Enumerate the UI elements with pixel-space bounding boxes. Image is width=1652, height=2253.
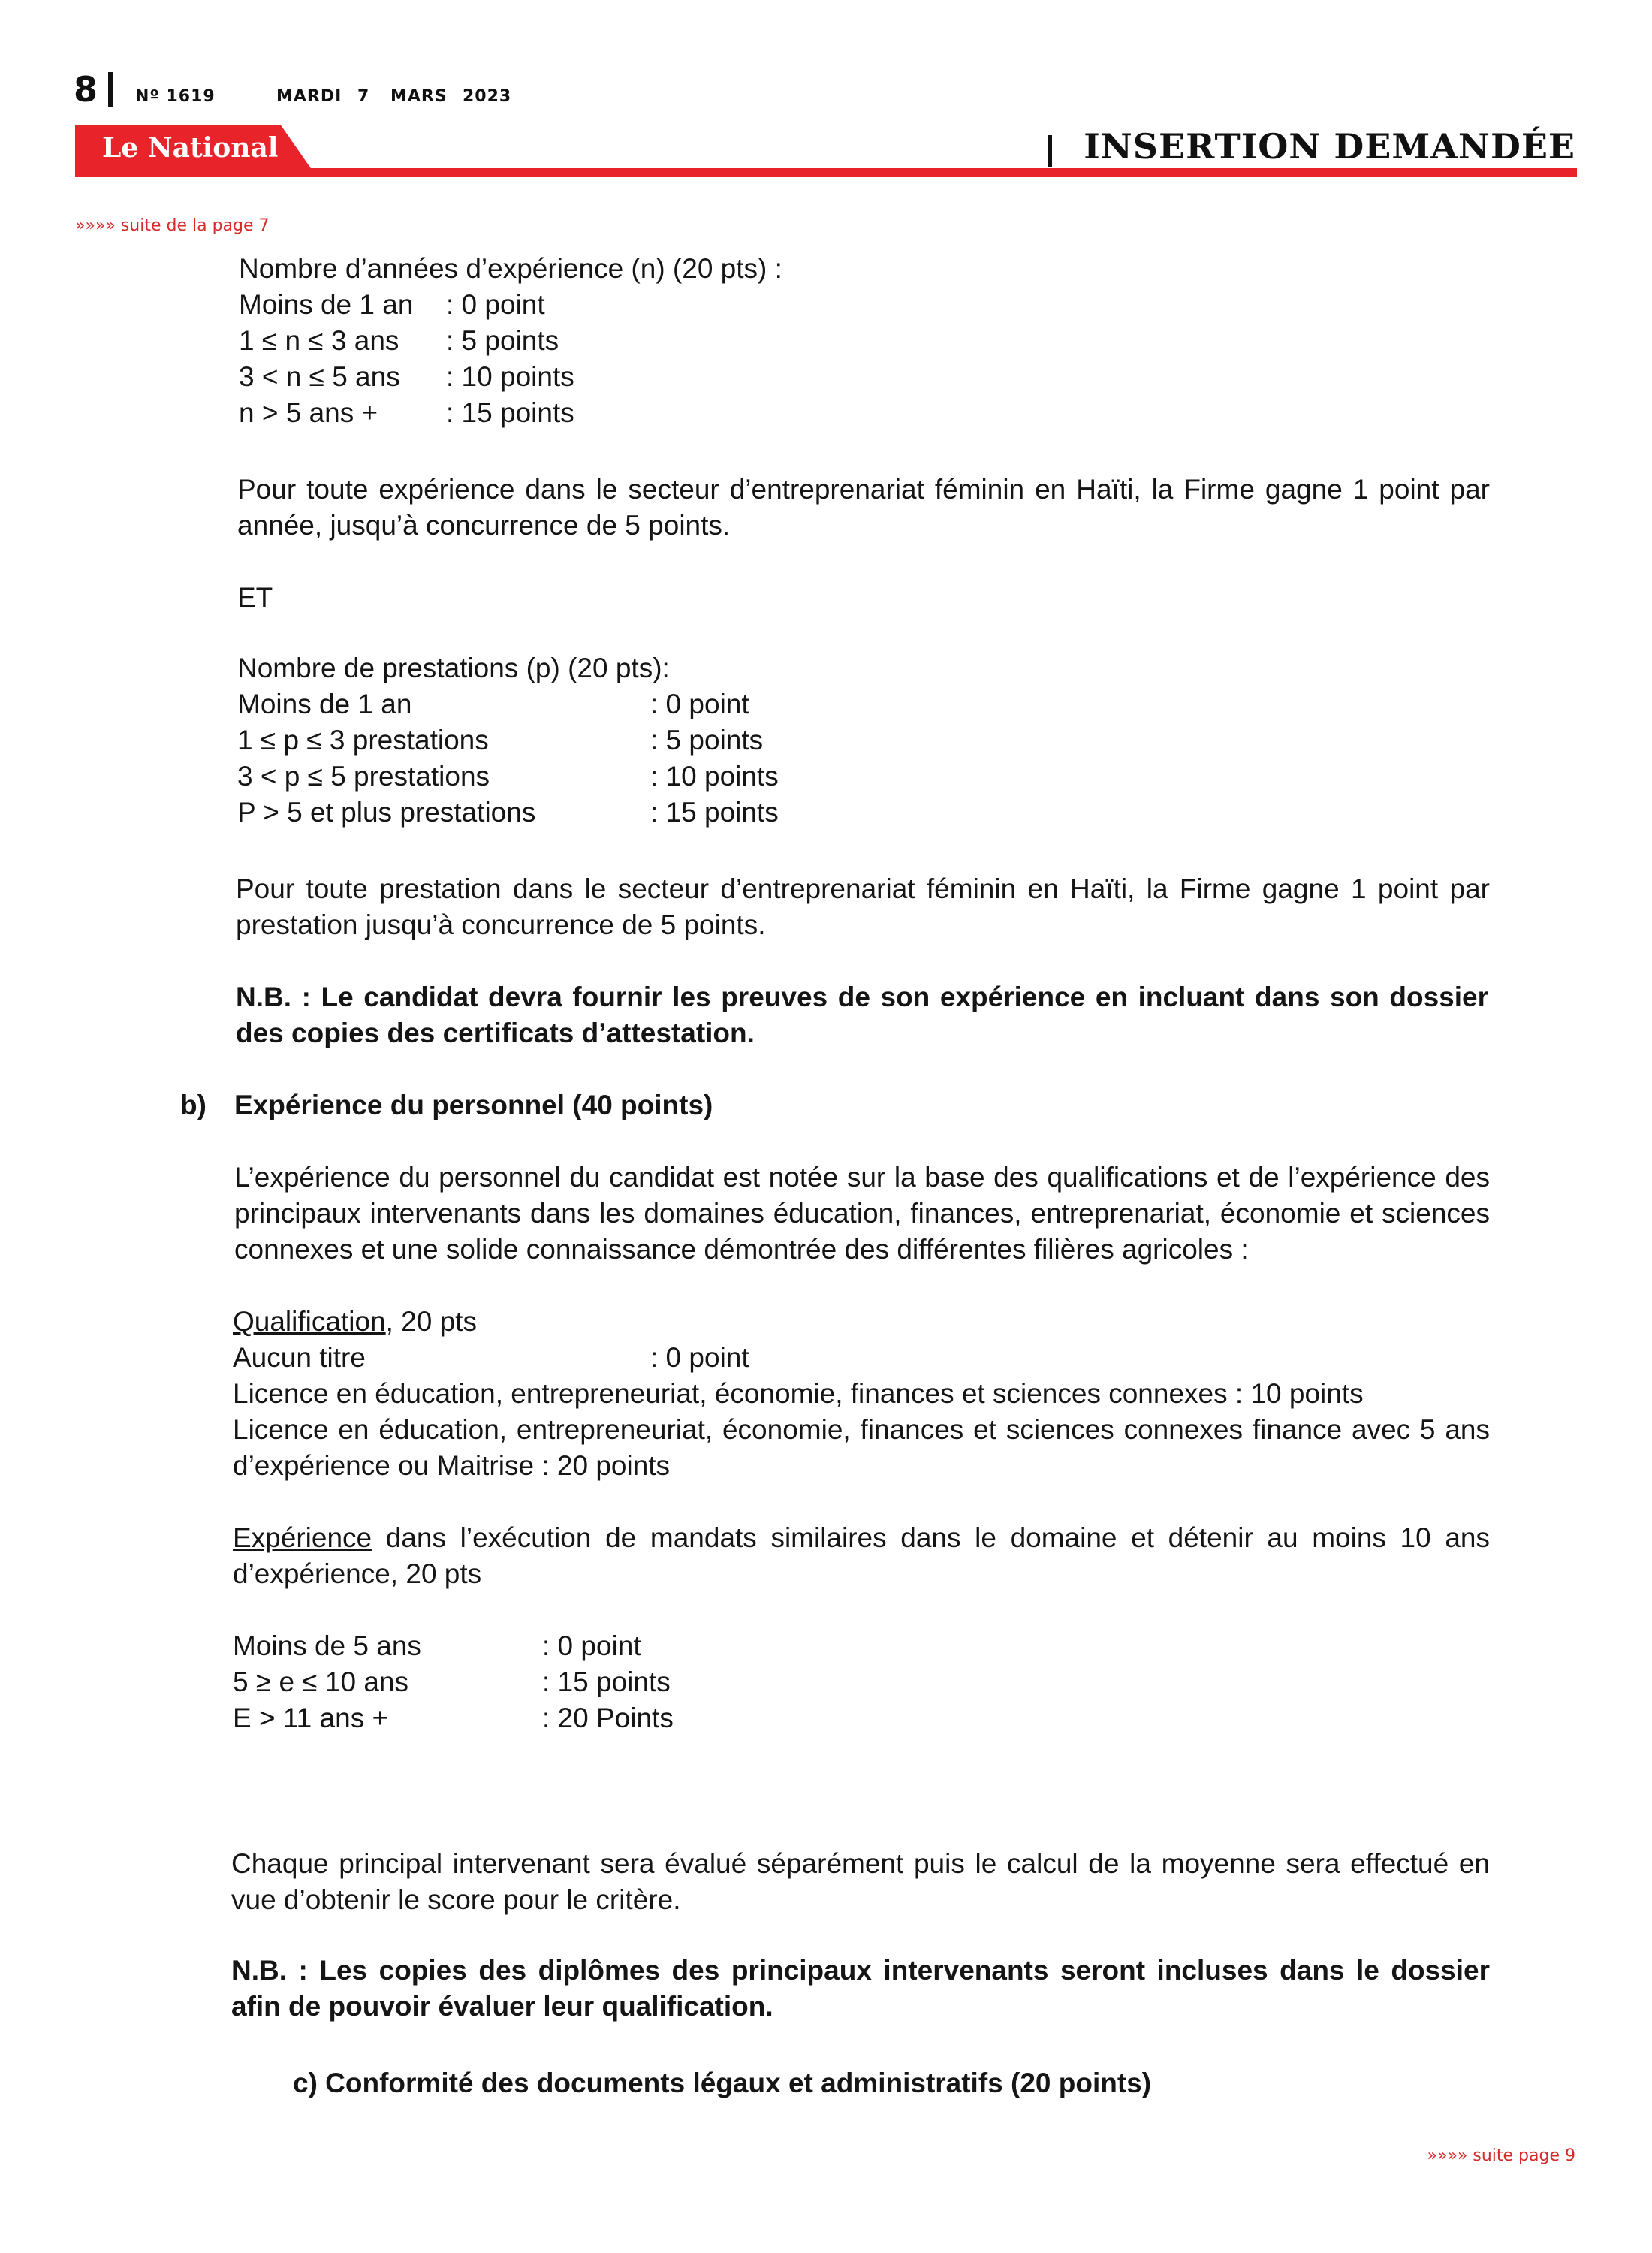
header-year: 2023: [463, 87, 512, 106]
licence-line: Licence en éducation, entrepreneuriat, économie, finances et sciences connexes : 10 points: [233, 1378, 1364, 1409]
section-divider: [1048, 135, 1052, 167]
continued-from: »»»» suite de la page 7: [75, 216, 270, 235]
aucun-titre-label: Aucun titre: [233, 1342, 366, 1373]
evaluation-paragraph: Chaque principal intervenant sera évalué séparément puis le calcul de la moyenne sera effectué en vue d’obtenir le score pour le critère.: [231, 1848, 1490, 1915]
exp2-row-value: : 20 Points: [542, 1703, 674, 1733]
prest-row-label: 3 < p ≤ 5 prestations: [237, 761, 490, 792]
experience-paragraph: [233, 1520, 1490, 1592]
prest-row-value: : 15 points: [650, 797, 779, 828]
exp-row-value: : 10 points: [446, 361, 574, 392]
header-rule: [75, 168, 1577, 177]
issue-number: Nº 1619: [135, 87, 216, 106]
exp2-row-label: Moins de 5 ans: [233, 1630, 421, 1661]
exp2-row-value: : 15 points: [542, 1666, 671, 1697]
section-b-heading: Expérience du personnel (40 points): [234, 1090, 713, 1120]
exp-paragraph: Pour toute expérience dans le secteur d’entreprenariat féminin en Haïti, la Firme gagne 1 point par année, jusqu’à concurrence de 5 points.: [237, 474, 1490, 541]
header-date-day: 7: [357, 87, 370, 106]
prest-row-label: 1 ≤ p ≤ 3 prestations: [237, 725, 489, 756]
exp-row-value: : 15 points: [446, 397, 574, 428]
experience-label: Expérience: [233, 1522, 372, 1553]
licence-maitrise-line: Licence en éducation, entrepreneuriat, économie, finances et sciences connexes finance avec 5 ans d’expérience ou Maitrise : 20 points: [233, 1414, 1490, 1481]
section-c-heading: c) Conformité des documents légaux et administratifs (20 points): [293, 2068, 1152, 2098]
continued-on: »»»» suite page 9: [1427, 2146, 1575, 2165]
prest-row-value: : 10 points: [650, 761, 779, 792]
exp-row-label: Moins de 1 an: [239, 289, 414, 320]
qualification-line: [233, 1304, 477, 1340]
exp-row-value: : 5 points: [446, 325, 559, 356]
brand-logo: Le National: [102, 132, 279, 164]
prest-heading: Nombre de prestations (p) (20 pts):: [237, 653, 670, 683]
prest-paragraph: Pour toute prestation dans le secteur d’entreprenariat féminin en Haïti, la Firme gagne 1 point par prestation jusqu’à concurrence de 5 points.: [236, 873, 1490, 940]
exp-row-label: n > 5 ans +: [239, 397, 378, 428]
prest-row-label: Moins de 1 an: [237, 689, 412, 719]
prest-row-value: : 5 points: [650, 725, 764, 756]
exp-row-label: 1 ≤ n ≤ 3 ans: [239, 325, 399, 356]
header-divider: [108, 72, 113, 107]
personnel-paragraph: L’expérience du personnel du candidat est notée sur la base des qualifications et de l’expérience des principaux intervenants dans les domaines éducation, finances, entreprenariat, économie et sciences connexes et une solide connaissance démontrée des différentes filières agricoles :: [234, 1162, 1490, 1265]
prest-row-value: : 0 point: [650, 689, 749, 719]
aucun-titre-value: : 0 point: [650, 1342, 749, 1373]
section-b-marker: b): [180, 1090, 206, 1120]
exp2-row-label: E > 11 ans +: [233, 1703, 389, 1733]
header-day: MARDI: [276, 87, 342, 106]
nb-note-diplomas: N.B. : Les copies des diplômes des principaux intervenants seront incluses dans le dossier afin de pouvoir évaluer leur qualification.: [231, 1955, 1490, 2022]
prest-row-label: P > 5 et plus prestations: [237, 797, 536, 828]
exp2-row-value: : 0 point: [542, 1630, 641, 1661]
et-conjunction: ET: [237, 582, 273, 613]
qualification-points: , 20 pts: [385, 1306, 477, 1337]
experience-text: dans l’exécution de mandats similaires dans le domaine et détenir au moins 10 ans d’expérience, 20 pts: [233, 1522, 1490, 1589]
qualification-label: Qualification: [233, 1306, 386, 1337]
nb-note-experience: N.B. : Le candidat devra fournir les preuves de son expérience en incluant dans son dossier des copies des certificats d’attestation.: [236, 982, 1488, 1048]
exp-heading: Nombre d’années d’expérience (n) (20 pts) :: [239, 253, 782, 284]
page-number: 8: [74, 69, 98, 110]
exp2-row-label: 5 ≥ e ≤ 10 ans: [233, 1666, 408, 1697]
exp-row-value: : 0 point: [446, 289, 545, 320]
exp-row-label: 3 < n ≤ 5 ans: [239, 361, 400, 392]
header-month: MARS: [390, 87, 448, 106]
section-title: INSERTION DEMANDÉE: [1084, 126, 1575, 167]
